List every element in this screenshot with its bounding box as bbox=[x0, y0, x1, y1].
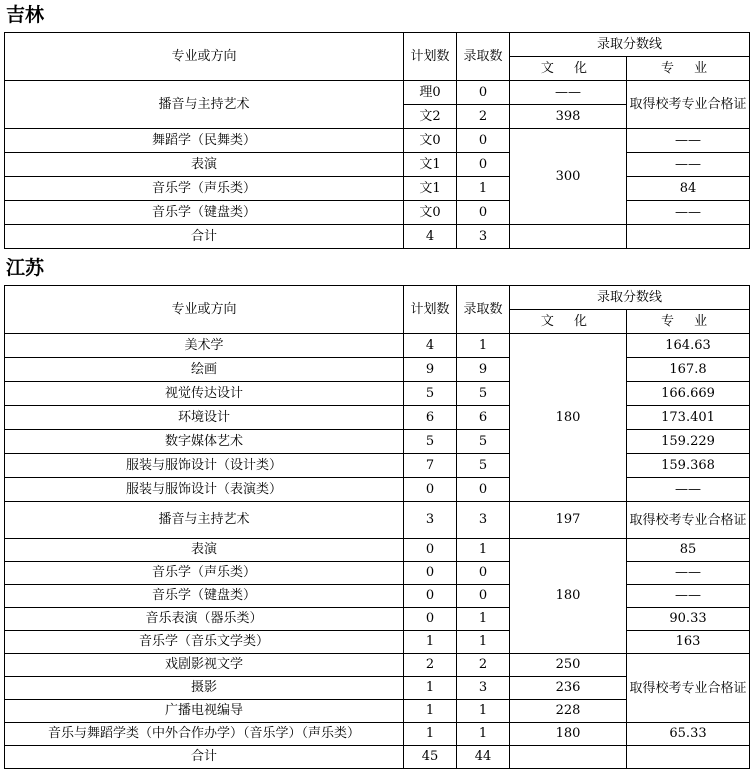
major-name: 音乐学（声乐类） bbox=[5, 177, 404, 201]
plan-count: 1 bbox=[404, 631, 457, 654]
header-plan: 计划数 bbox=[404, 33, 457, 81]
plan-count: 5 bbox=[404, 430, 457, 454]
header-plan: 计划数 bbox=[404, 286, 457, 334]
table-row bbox=[5, 129, 750, 153]
header-admit: 录取数 bbox=[457, 33, 510, 81]
admit-count: 0 bbox=[457, 478, 510, 502]
admit-count: 1 bbox=[457, 608, 510, 631]
culture-score: —— bbox=[510, 81, 627, 105]
admit-count: 1 bbox=[457, 539, 510, 562]
header-major: 专业或方向 bbox=[5, 286, 404, 334]
major-name: 播音与主持艺术 bbox=[5, 502, 404, 539]
specialty-score: —— bbox=[627, 201, 750, 225]
specialty-score: 取得校考专业合格证 bbox=[627, 81, 750, 129]
table-row bbox=[5, 177, 750, 201]
total-plan: 4 bbox=[404, 225, 457, 249]
major-name: 播音与主持艺术 bbox=[5, 81, 404, 129]
total-specialty bbox=[627, 225, 750, 249]
plan-count: 0 bbox=[404, 585, 457, 608]
admit-count: 0 bbox=[457, 562, 510, 585]
table-row bbox=[5, 81, 750, 105]
table-row bbox=[5, 654, 750, 677]
major-name: 音乐表演（器乐类） bbox=[5, 608, 404, 631]
table-row bbox=[5, 334, 750, 358]
table-row bbox=[5, 430, 750, 454]
table-row bbox=[5, 201, 750, 225]
major-name: 摄影 bbox=[5, 677, 404, 700]
plan-count: 6 bbox=[404, 406, 457, 430]
major-name: 音乐学（声乐类） bbox=[5, 562, 404, 585]
major-name: 绘画 bbox=[5, 358, 404, 382]
total-admit: 3 bbox=[457, 225, 510, 249]
table-row bbox=[5, 539, 750, 562]
table-row bbox=[5, 585, 750, 608]
specialty-score: —— bbox=[627, 129, 750, 153]
plan-count: 0 bbox=[404, 478, 457, 502]
admit-count: 5 bbox=[457, 454, 510, 478]
table-row bbox=[5, 454, 750, 478]
table-row bbox=[5, 382, 750, 406]
plan-count: 文0 bbox=[404, 201, 457, 225]
admit-count: 1 bbox=[457, 631, 510, 654]
plan-count: 1 bbox=[404, 700, 457, 723]
specialty-score: 65.33 bbox=[627, 723, 750, 746]
header-specialty: 专 业 bbox=[627, 310, 750, 334]
major-name: 舞蹈学（民舞类） bbox=[5, 129, 404, 153]
admit-count: 9 bbox=[457, 358, 510, 382]
plan-count: 4 bbox=[404, 334, 457, 358]
specialty-score: 159.229 bbox=[627, 430, 750, 454]
specialty-score: 166.669 bbox=[627, 382, 750, 406]
major-name: 服装与服饰设计（设计类） bbox=[5, 454, 404, 478]
plan-count: 文2 bbox=[404, 105, 457, 129]
major-name: 表演 bbox=[5, 539, 404, 562]
total-label: 合计 bbox=[5, 225, 404, 249]
major-name: 音乐学（键盘类） bbox=[5, 585, 404, 608]
culture-score: 398 bbox=[510, 105, 627, 129]
jilin-table bbox=[4, 32, 750, 249]
total-row bbox=[5, 225, 750, 249]
total-admit: 44 bbox=[457, 746, 510, 769]
specialty-score: 163 bbox=[627, 631, 750, 654]
table-row bbox=[5, 608, 750, 631]
total-culture bbox=[510, 225, 627, 249]
specialty-score: 85 bbox=[627, 539, 750, 562]
plan-count: 3 bbox=[404, 502, 457, 539]
major-name: 音乐学（音乐文学类） bbox=[5, 631, 404, 654]
admit-count: 1 bbox=[457, 723, 510, 746]
total-row bbox=[5, 746, 750, 769]
plan-count: 1 bbox=[404, 677, 457, 700]
section-title-jilin: 吉林 bbox=[6, 4, 45, 26]
total-culture bbox=[510, 746, 627, 769]
admit-count: 0 bbox=[457, 129, 510, 153]
header-score-line: 录取分数线 bbox=[510, 33, 750, 57]
table-row bbox=[5, 358, 750, 382]
major-name: 服装与服饰设计（表演类） bbox=[5, 478, 404, 502]
plan-count: 7 bbox=[404, 454, 457, 478]
major-name: 表演 bbox=[5, 153, 404, 177]
major-name: 美术学 bbox=[5, 334, 404, 358]
plan-count: 理0 bbox=[404, 81, 457, 105]
total-plan: 45 bbox=[404, 746, 457, 769]
major-name: 数字媒体艺术 bbox=[5, 430, 404, 454]
specialty-score: 173.401 bbox=[627, 406, 750, 430]
admit-count: 5 bbox=[457, 382, 510, 406]
plan-count: 0 bbox=[404, 608, 457, 631]
culture-score: 180 bbox=[510, 723, 627, 746]
culture-score: 228 bbox=[510, 700, 627, 723]
jiangsu-table bbox=[4, 285, 750, 769]
header-score-line: 录取分数线 bbox=[510, 286, 750, 310]
header-culture: 文 化 bbox=[510, 310, 627, 334]
specialty-score: 90.33 bbox=[627, 608, 750, 631]
specialty-score: 167.8 bbox=[627, 358, 750, 382]
header-culture: 文 化 bbox=[510, 57, 627, 81]
culture-score-group: 180 bbox=[510, 334, 627, 502]
admit-count: 6 bbox=[457, 406, 510, 430]
specialty-score: —— bbox=[627, 153, 750, 177]
plan-count: 0 bbox=[404, 539, 457, 562]
total-specialty bbox=[627, 746, 750, 769]
admit-count: 5 bbox=[457, 430, 510, 454]
major-name: 音乐学（键盘类） bbox=[5, 201, 404, 225]
table-row bbox=[5, 406, 750, 430]
header-major: 专业或方向 bbox=[5, 33, 404, 81]
admit-count: 2 bbox=[457, 654, 510, 677]
specialty-score-group: 取得校考专业合格证 bbox=[627, 654, 750, 723]
admit-count: 0 bbox=[457, 153, 510, 177]
culture-score: 236 bbox=[510, 677, 627, 700]
plan-count: 文1 bbox=[404, 153, 457, 177]
major-name: 广播电视编导 bbox=[5, 700, 404, 723]
plan-count: 文0 bbox=[404, 129, 457, 153]
plan-count: 2 bbox=[404, 654, 457, 677]
admit-count: 3 bbox=[457, 677, 510, 700]
specialty-score: 164.63 bbox=[627, 334, 750, 358]
admit-count: 1 bbox=[457, 700, 510, 723]
plan-count: 文1 bbox=[404, 177, 457, 201]
admit-count: 1 bbox=[457, 177, 510, 201]
table-row bbox=[5, 723, 750, 746]
header-specialty: 专 业 bbox=[627, 57, 750, 81]
plan-count: 9 bbox=[404, 358, 457, 382]
section-title-jiangsu: 江苏 bbox=[6, 257, 45, 279]
admit-count: 3 bbox=[457, 502, 510, 539]
plan-count: 0 bbox=[404, 562, 457, 585]
culture-score-group: 180 bbox=[510, 539, 627, 654]
table-row bbox=[5, 631, 750, 654]
table-row bbox=[5, 562, 750, 585]
header-admit: 录取数 bbox=[457, 286, 510, 334]
admit-count: 0 bbox=[457, 585, 510, 608]
specialty-score: 159.368 bbox=[627, 454, 750, 478]
admit-count: 2 bbox=[457, 105, 510, 129]
total-label: 合计 bbox=[5, 746, 404, 769]
specialty-score: —— bbox=[627, 562, 750, 585]
major-name: 环境设计 bbox=[5, 406, 404, 430]
plan-count: 1 bbox=[404, 723, 457, 746]
specialty-score: 取得校考专业合格证 bbox=[627, 502, 750, 539]
culture-score: 197 bbox=[510, 502, 627, 539]
admit-count: 0 bbox=[457, 81, 510, 105]
table-row bbox=[5, 153, 750, 177]
plan-count: 5 bbox=[404, 382, 457, 406]
specialty-score: —— bbox=[627, 585, 750, 608]
major-name: 音乐与舞蹈学类（中外合作办学）（音乐学）（声乐类） bbox=[5, 723, 404, 746]
table-row bbox=[5, 478, 750, 502]
major-name: 戏剧影视文学 bbox=[5, 654, 404, 677]
major-name: 视觉传达设计 bbox=[5, 382, 404, 406]
admit-count: 1 bbox=[457, 334, 510, 358]
admit-count: 0 bbox=[457, 201, 510, 225]
specialty-score: 84 bbox=[627, 177, 750, 201]
specialty-score: —— bbox=[627, 478, 750, 502]
culture-score-group: 300 bbox=[510, 129, 627, 225]
table-row bbox=[5, 502, 750, 539]
culture-score: 250 bbox=[510, 654, 627, 677]
